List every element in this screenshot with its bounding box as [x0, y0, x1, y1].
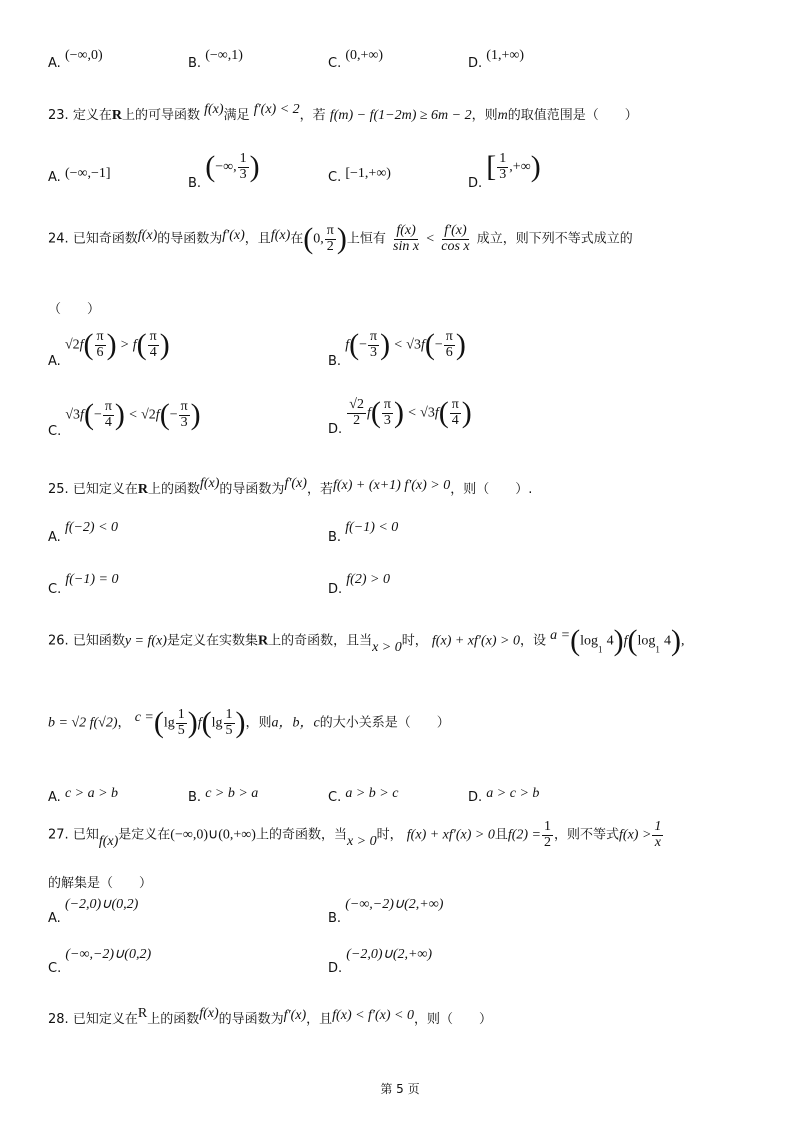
q24-stem: 24. 已知奇函数f(x)的导函数为f′(x)，且f(x)在(0, $\frac{\pi}{2}$ )上恒有 $\frac{f(x)}{\text{sin x}}$ < $\frac{f'(x)}{\text{cos x}}$ 成立，则下列不等式成立的 — [48, 222, 633, 256]
q25-option-d: D. f(2) > 0 — [328, 572, 390, 597]
q28-stem: 28. 已知定义在R上的函数f(x)的导函数为f′(x)，且f(x) < f′(x) < 0，则（ ） — [48, 1006, 492, 1027]
q25-option-c: C. f(−1) = 0 — [48, 572, 119, 597]
q27-stem-line2: 的解集是（ ） — [48, 876, 153, 891]
q26-option-b: B. c > b > a — [188, 786, 259, 805]
q24-option-c: C. √3f(− $\frac{\pi}{4}$ ) < √2f(− $\frac{\pi}{3}$ ) — [48, 398, 201, 439]
q27-stem: 27. 已知f(x)是定义在(−∞,0)∪(0,+∞)上的奇函数，当x > 0时， f(x) + xf′(x) > 0且f(2) = $\frac{1}{2}$ ，则不等式f(x) > $\frac{1}{x}$ — [48, 819, 662, 850]
q27-option-d: D. (−2,0)∪(2,+∞) — [328, 947, 433, 976]
page-footer: 第 5 页 — [380, 1082, 420, 1096]
q24-answer-paren: （ ） — [48, 302, 101, 317]
q23-option-c: C. [−1,+∞) — [328, 166, 391, 185]
q22-option-c: C. (0,+∞) — [328, 48, 384, 71]
q25-option-b: B. f(−1) < 0 — [328, 520, 399, 545]
q23-option-b: B. (−∞, $\frac{1}{3}$ ) — [188, 150, 260, 191]
q22-option-a: A. (−∞,0) — [48, 48, 103, 71]
q25-stem: 25. 已知定义在R上的函数f(x)的导函数为f′(x)，若f(x) + (x+1) f′(x) > 0，则（ ）. — [48, 476, 533, 497]
q26-stem: 26. 已知函数y = f(x)是定义在实数集R上的奇函数，且当x > 0时， f(x) + xf′(x) > 0，设 $a =(\log_1$ $4)f(\log_1$ 4), — [48, 624, 685, 657]
q23-option-d: D. [ $\frac{1}{3}$ ,+∞) — [468, 150, 541, 191]
q24-option-a: A. √2f( $\frac{\pi}{6}$ ) > f( $\frac{\pi}{4}$ ) — [48, 328, 170, 369]
q26-option-c: C. a > b > c — [328, 786, 399, 805]
q24-option-d: D. $\frac{√2}{2}$ f( $\frac{\pi}{3}$ ) < √3f( $\frac{\pi}{4}$ ) — [328, 396, 472, 437]
q27-option-a: A. (−2,0)∪(0,2) — [48, 897, 139, 926]
q26-stem-line2: b = √2 f(√2)， c =(lg $\frac{1}{5}$ )f(lg $\frac{1}{5}$ )，则a，b，c的大小关系是（ ） — [48, 706, 450, 740]
q22-option-d: D. (1,+∞) — [468, 48, 524, 71]
q26-option-a: A. c > a > b — [48, 786, 119, 805]
q22-option-b: B. (−∞,1) — [188, 48, 243, 71]
q25-option-a: A. f(−2) < 0 — [48, 520, 119, 545]
q27-option-b: B. (−∞,−2)∪(2,+∞) — [328, 897, 444, 926]
q27-option-c: C. (−∞,−2)∪(0,2) — [48, 947, 152, 976]
q26-option-d: D. a > c > b — [468, 786, 540, 805]
q23-option-a: A. (−∞,−1] — [48, 166, 111, 185]
q24-option-b: B. f(− $\frac{\pi}{3}$ ) < √3f(− $\frac{\pi}{6}$ ) — [328, 328, 466, 369]
q23-stem: 23. 定义在R上的可导函数 f(x)满足 f′(x) < 2，若 f(m) − f(1−2m) ≥ 6m − 2，则m的取值范围是（ ） — [48, 102, 638, 123]
